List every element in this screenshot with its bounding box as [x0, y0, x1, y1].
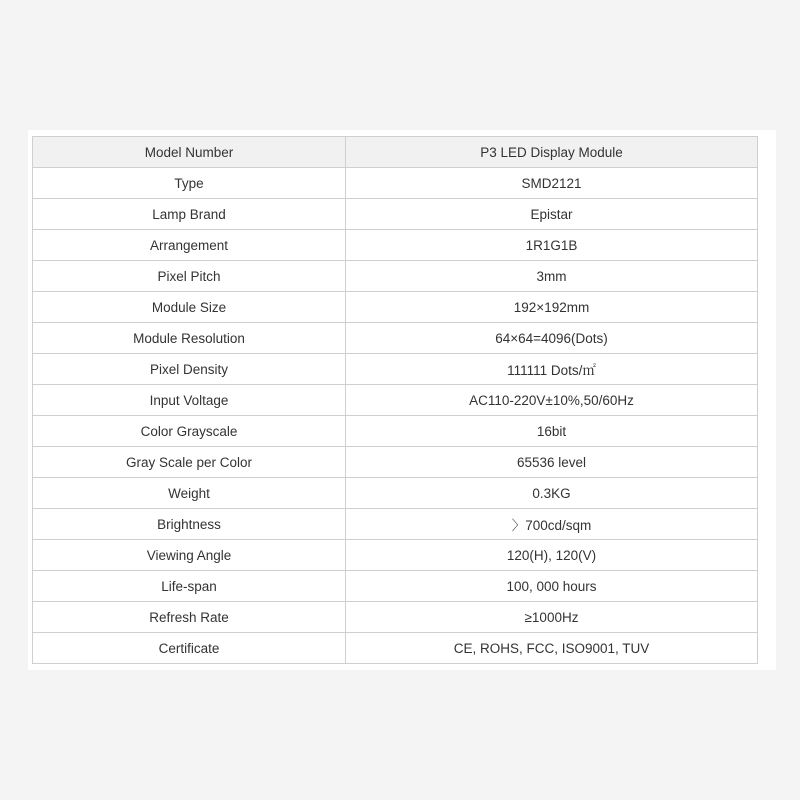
header-label-cell: Model Number: [33, 137, 346, 168]
row-value-cell: 〉700cd/sqm: [346, 509, 758, 540]
table-row: [33, 447, 758, 478]
spec-table: [32, 136, 758, 664]
row-label-cell: Type: [33, 168, 346, 199]
row-label-cell: Arrangement: [33, 230, 346, 261]
row-value-cell: 0.3KG: [346, 478, 758, 509]
table-row: [33, 385, 758, 416]
row-label-cell: Module Resolution: [33, 323, 346, 354]
row-value-cell: ≥1000Hz: [346, 602, 758, 633]
table-row: [33, 633, 758, 664]
row-label-cell: Refresh Rate: [33, 602, 346, 633]
row-value-cell: 100, 000 hours: [346, 571, 758, 602]
row-value-cell: 192×192mm: [346, 292, 758, 323]
table-row: [33, 509, 758, 540]
row-label-cell: Brightness: [33, 509, 346, 540]
table-row: [33, 540, 758, 571]
table-row: [33, 168, 758, 199]
row-label-cell: Color Grayscale: [33, 416, 346, 447]
row-value-cell: AC110-220V±10%,50/60Hz: [346, 385, 758, 416]
table-row: [33, 478, 758, 509]
row-value-cell: SMD2121: [346, 168, 758, 199]
row-value-cell: CE, ROHS, FCC, ISO9001, TUV: [346, 633, 758, 664]
table-header-row: [33, 137, 758, 168]
row-value-cell: 111111 Dots/㎡: [346, 354, 758, 385]
row-value-cell: 64×64=4096(Dots): [346, 323, 758, 354]
table-row: [33, 323, 758, 354]
row-value-cell: 16bit: [346, 416, 758, 447]
header-value-cell: P3 LED Display Module: [346, 137, 758, 168]
row-value-cell: 120(H), 120(V): [346, 540, 758, 571]
table-row: [33, 602, 758, 633]
row-label-cell: Module Size: [33, 292, 346, 323]
row-label-cell: Weight: [33, 478, 346, 509]
row-label-cell: Gray Scale per Color: [33, 447, 346, 478]
row-label-cell: Pixel Pitch: [33, 261, 346, 292]
row-label-cell: Lamp Brand: [33, 199, 346, 230]
row-value-cell: 1R1G1B: [346, 230, 758, 261]
row-value-cell: 65536 level: [346, 447, 758, 478]
row-label-cell: Pixel Density: [33, 354, 346, 385]
row-label-cell: Certificate: [33, 633, 346, 664]
table-row: [33, 354, 758, 385]
table-row: [33, 292, 758, 323]
row-value-cell: 3mm: [346, 261, 758, 292]
row-label-cell: Life-span: [33, 571, 346, 602]
table-row: [33, 416, 758, 447]
table-row: [33, 261, 758, 292]
table-row: [33, 230, 758, 261]
table-row: [33, 571, 758, 602]
table-row: [33, 199, 758, 230]
row-label-cell: Input Voltage: [33, 385, 346, 416]
row-value-cell: Epistar: [346, 199, 758, 230]
row-label-cell: Viewing Angle: [33, 540, 346, 571]
